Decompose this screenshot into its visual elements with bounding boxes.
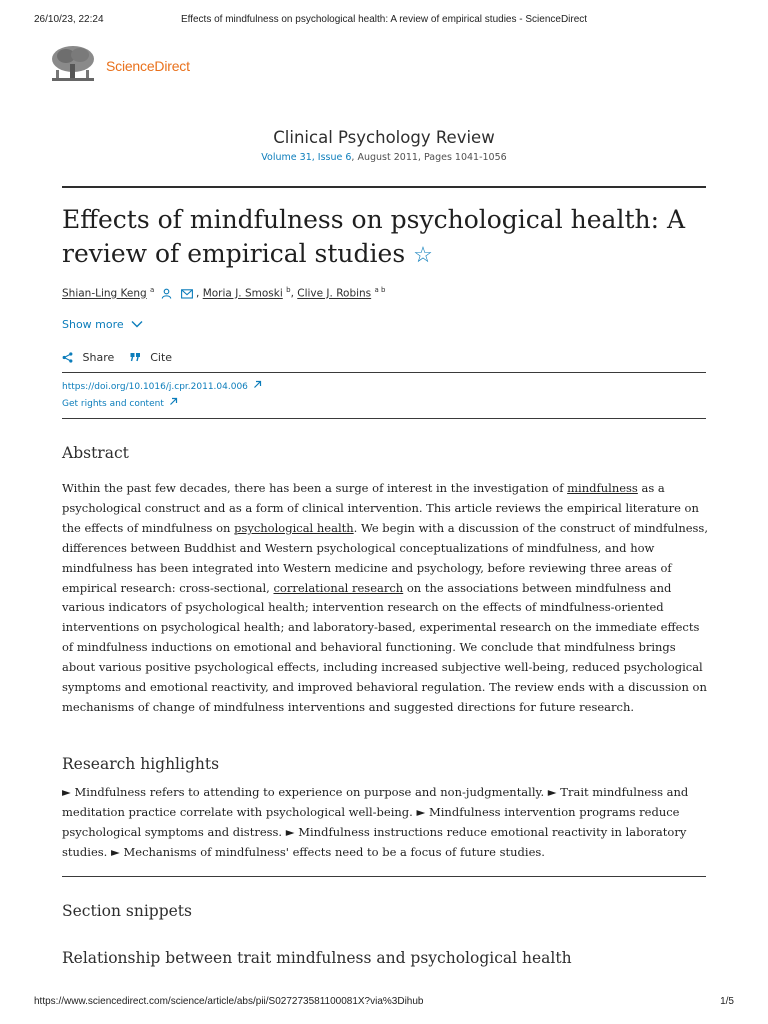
author-name[interactable]: Moria J. Smoski	[202, 287, 283, 300]
share-button[interactable]	[62, 350, 118, 363]
cite-button[interactable]	[130, 350, 172, 363]
highlights-text: ► Mindfulness refers to attending to experience on purpose and non-judgmentally. ► Trait mindfulness and meditation practice correlate with psychological well-being. ► Mindfulness intervention programs reduce psychological symptoms and distress. ► Mindfulness instructions reduce emotional reactivity in laboratory studies. ► Mechanisms of mindfulness' effects need to be a focus of future studies.	[62, 785, 689, 859]
header-divider	[62, 186, 706, 188]
issue-date-pages: , August 2011, Pages 1041-1056	[351, 152, 507, 163]
show-more-button[interactable]	[62, 318, 143, 331]
author-name[interactable]: Clive J. Robins	[297, 287, 372, 300]
print-url: https://www.sciencedirect.com/science/article/abs/pii/S027273581100081X?via%3Dihub	[34, 996, 424, 1007]
print-page-number: 1/5	[720, 996, 734, 1007]
snippet-title[interactable]: Relationship between trait mindfulness and psychological health	[62, 949, 572, 967]
print-header	[0, 14, 768, 30]
highlights-heading: Research highlights	[62, 755, 220, 773]
print-page-title: Effects of mindfulness on psychological health: A review of empirical studies - ScienceDirect	[180, 14, 588, 25]
article-title: Effects of mindfulness on psychological health: A review of empirical studies	[62, 205, 686, 268]
links-divider	[62, 418, 706, 419]
author-affiliation: b	[286, 286, 291, 294]
doi-text: https://doi.org/10.1016/j.cpr.2011.04.006	[62, 382, 248, 392]
doi-link[interactable]	[62, 380, 262, 392]
external-link-icon	[169, 397, 178, 406]
article-actions	[62, 350, 172, 364]
rights-link[interactable]	[62, 397, 178, 409]
abstract-span: . We begin with a discussion of the construct of mindfulness, differences between Buddhist and Western psychological conceptualizations of mindfulness, and how mindfulness has been integrated into Western medicine and psychology, before reviewing three areas of empirical research: cross-sectional,	[62, 520, 708, 595]
person-icon[interactable]	[161, 288, 172, 302]
sciencedirect-logo[interactable]	[48, 44, 208, 86]
external-link-icon	[253, 380, 262, 389]
elsevier-tree-icon	[48, 44, 98, 84]
abstract-heading: Abstract	[62, 444, 129, 462]
abstract-span: on the associations between mindfulness and various indicators of psychological health; intervention research on the effects of mindfulness-oriented interventions on psychological health; and laboratory-based, experimental research on the immediate effects of mindfulness inductions on emotional and behavioral functioning. We conclude that mindfulness brings about various positive psychological effects, including increased subjective well-being, reduced psychological symptoms and emotional reactivity, and improved behavioral regulation. The review ends with a discussion on mechanisms of change of mindfulness interventions and suggested directions for future research.	[62, 580, 707, 714]
author-affiliation: a	[150, 286, 155, 294]
snippets-heading: Section snippets	[62, 902, 192, 920]
journal-title[interactable]: Clinical Psychology Review	[273, 128, 495, 147]
chevron-down-icon	[131, 320, 143, 328]
email-icon[interactable]	[181, 289, 193, 302]
star-icon[interactable]: ☆	[413, 243, 433, 268]
highlights-divider	[62, 876, 706, 877]
cite-label: Cite	[150, 350, 173, 364]
share-icon	[62, 352, 73, 363]
volume-issue-link[interactable]: Volume 31, Issue 6	[261, 152, 352, 163]
quote-icon	[130, 352, 141, 362]
print-footer	[0, 996, 768, 1012]
article-title-block	[62, 203, 712, 273]
author-affiliation: a b	[374, 286, 386, 294]
author-name[interactable]: Shian-Ling Keng	[62, 287, 147, 300]
rights-text: Get rights and content	[62, 399, 164, 409]
mindfulness-link[interactable]: mindfulness	[567, 481, 638, 495]
author-list: Shian-Ling Keng $^a$ , Moria J. Smoski $^b$, Clive J. Robins $^{a b}$	[62, 286, 386, 300]
correlational-research-link[interactable]: correlational research	[273, 580, 404, 595]
print-datetime: 26/10/23, 22:24	[34, 14, 104, 25]
actions-divider	[62, 372, 706, 373]
share-label: Share	[82, 350, 115, 364]
abstract-text	[62, 479, 708, 718]
abstract-span: as a psychological construct and as a form of clinical intervention. This article reviews the empirical literature on the effects of mindfulness on	[62, 481, 699, 535]
psychological-health-link[interactable]: psychological health	[234, 520, 354, 535]
show-more-label: Show more	[62, 318, 124, 331]
brand-name: ScienceDirect	[106, 58, 190, 74]
abstract-span: Within the past few decades, there has been a surge of interest in the investigation of	[62, 481, 568, 495]
issue-info	[0, 152, 768, 163]
